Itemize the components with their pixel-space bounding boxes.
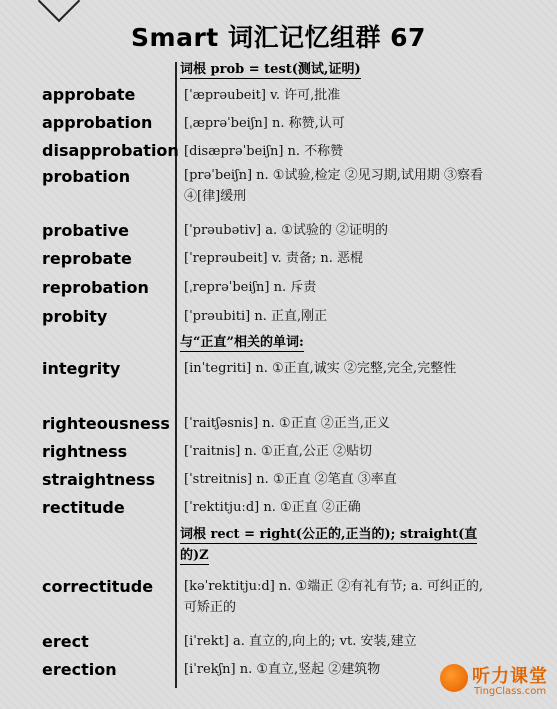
entry-word-disapprobation: disapprobation: [42, 141, 179, 160]
page-title: Smart 词汇记忆组群 67: [131, 23, 426, 52]
entry-def-rightness: [ˈraitnis] n. ①正直,公正 ②贴切: [184, 444, 372, 459]
root-heading-2-text: 词根 rect = right(公正的,正当的); straight(直的)Z: [180, 527, 478, 563]
entry-def-approbate: [ˈæprəubeit] v. 许可,批准: [184, 88, 341, 103]
root-heading-2: [180, 524, 495, 566]
entry-word-approbate: approbate: [42, 85, 136, 104]
entry-word-approbation: approbation: [42, 113, 153, 132]
entry-def-probation: [prəˈbeiʃn] n. ①试验,检定 ②见习期,试用期 ③察看 ④[律]缓刑: [184, 168, 483, 204]
logo-mark-icon: [440, 664, 468, 692]
entry-word-rightness: rightness: [42, 442, 128, 461]
entry-word-reprobation: reprobation: [42, 278, 149, 297]
root-heading-text: 词根 prob = test(测试,证明): [180, 62, 361, 77]
entry-def-erection: [iˈrekʃn] n. ①直立,竖起 ②建筑物: [184, 662, 381, 677]
related-heading-text: 与“正直”相关的单词:: [180, 335, 304, 350]
entry-word-reprobate: reprobate: [42, 249, 132, 268]
entry-def-probity: [ˈprəubiti] n. 正直,刚正: [184, 309, 328, 324]
logo-text: 听力课堂: [472, 666, 548, 687]
entry-def-righteousness: [ˈraitʃəsnis] n. ①正直 ②正当,正义: [184, 416, 390, 431]
entry-word-erection: erection: [42, 660, 117, 679]
root-heading: [180, 59, 361, 80]
entry-word-erect: erect: [42, 632, 89, 651]
entry-def-reprobate: [ˈreprəubeit] v. 责备; n. 恶棍: [184, 251, 363, 266]
entry-word-probation: probation: [42, 167, 131, 186]
entry-word-righteousness: righteousness: [42, 414, 170, 433]
entry-word-correctitude: correctitude: [42, 577, 154, 596]
entry-def-rectitude: [ˈrektitjuːd] n. ①正直 ②正确: [184, 500, 361, 515]
entry-def-approbation: [ˌæprəˈbeiʃn] n. 称赞,认可: [184, 116, 345, 131]
entry-def-reprobation: [ˌreprəˈbeiʃn] n. 斥责: [184, 280, 317, 295]
related-heading: [180, 332, 304, 353]
logo-url: TingClass.com: [474, 686, 547, 697]
entry-def-erect: [iˈrekt] a. 直立的,向上的; vt. 安装,建立: [184, 634, 417, 649]
entry-word-rectitude: rectitude: [42, 498, 125, 517]
watermark-logo: [440, 660, 552, 704]
entry-word-integrity: integrity: [42, 359, 121, 378]
entry-def-straightness: [ˈstreitnis] n. ①正直 ②笔直 ③率直: [184, 472, 397, 487]
entry-word-straightness: straightness: [42, 470, 156, 489]
entry-word-probity: probity: [42, 307, 108, 326]
entry-def-integrity: [inˈtegriti] n. ①正直,诚实 ②完整,完全,完整性: [184, 361, 457, 376]
entry-def-probative: [ˈprəubətiv] a. ①试验的 ②证明的: [184, 223, 388, 238]
entry-def-correctitude: [kəˈrektitjuːd] n. ①端正 ②有礼有节; a. 可纠正的,可矫正的: [184, 579, 484, 615]
entry-def-disapprobation: [disæprəˈbeiʃn] n. 不称赞: [184, 144, 344, 159]
entry-word-probative: probative: [42, 221, 129, 240]
